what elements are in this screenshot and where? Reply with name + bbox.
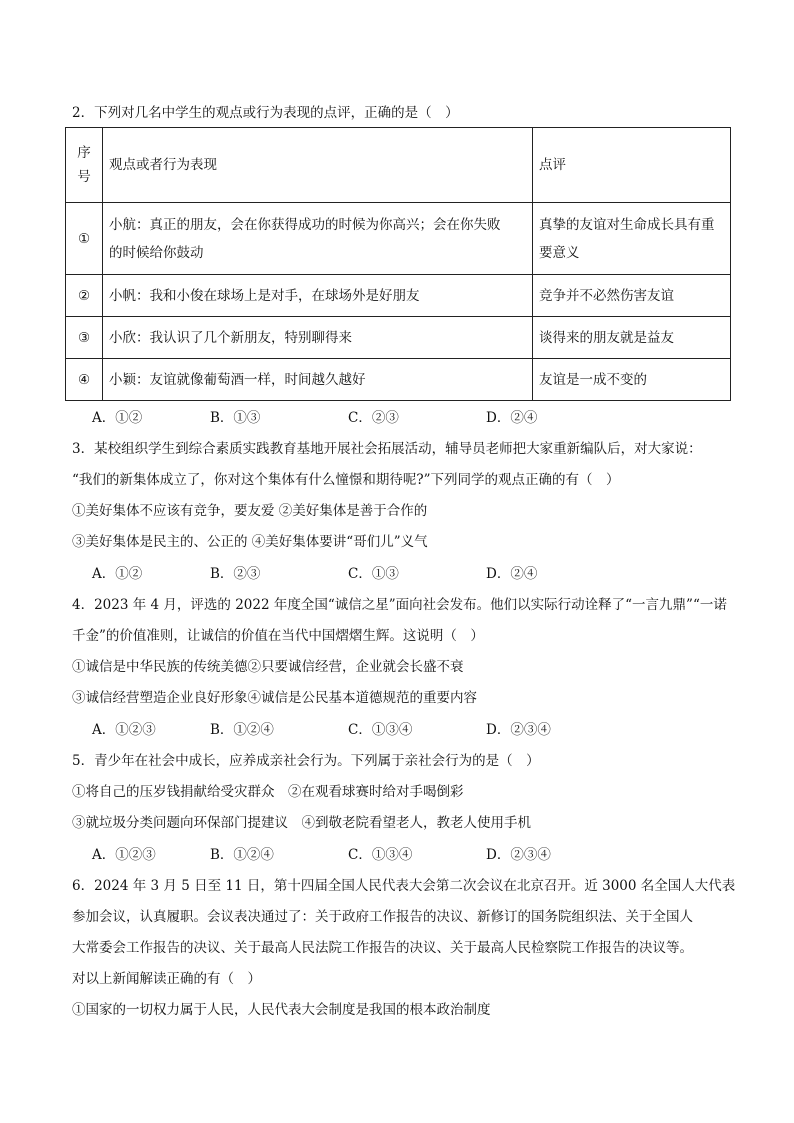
- option-b[interactable]: B．①②④: [210, 847, 274, 863]
- header-comment: 点评: [533, 128, 731, 203]
- option-c[interactable]: C．②③: [348, 410, 399, 426]
- q3-stem-line1: 3．某校组织学生到综合素质实践教育基地开展社会拓展活动，辅导员老师把大家重新编队后，对大家说：: [72, 441, 702, 457]
- row-num: ②: [66, 275, 103, 317]
- option-d[interactable]: D．②④: [486, 566, 538, 582]
- header-num-line2: 号: [77, 169, 91, 185]
- q4-items-line2: ③诚信经营塑造企业良好形象④诚信是公民基本道德规范的重要内容: [72, 690, 477, 706]
- table-row: [66, 275, 731, 317]
- row-comment-line2: 要意义: [539, 244, 580, 261]
- row-view: [103, 203, 533, 275]
- q3-items-line2: ③美好集体是民主的、公正的 ④美好集体要讲“哥们儿”义气: [72, 534, 428, 550]
- q4-stem-line1: 4．2023 年 4 月，评选的 2022 年度全国“诚信之星”面向社会发布。他们以实际行动诠释了“一言九鼎”“一诺: [72, 597, 727, 613]
- table-header-row: [66, 128, 731, 203]
- option-c[interactable]: C．①③: [348, 566, 399, 582]
- q4-items-line1: ①诚信是中华民族的传统美德②只要诚信经营，企业就会长盛不衰: [72, 659, 464, 675]
- header-view: 观点或者行为表现: [103, 128, 533, 203]
- q4-stem-line2: 千金”的价值准则，让诚信的价值在当代中国熠熠生辉。这说明（ ）: [72, 628, 484, 644]
- option-c[interactable]: C．①③④: [348, 847, 413, 863]
- table-row: [66, 203, 731, 275]
- row-view: 小帆：我和小俊在球场上是对手，在球场外是好朋友: [103, 275, 533, 317]
- option-a[interactable]: A．①②③: [92, 847, 156, 863]
- q6-stem-line4: 对以上新闻解读正确的有（ ）: [72, 971, 261, 987]
- q5-items-line2: ③就垃圾分类问题向环保部门提建议 ④到敬老院看望老人，教老人使用手机: [72, 815, 531, 831]
- q2-table: [65, 127, 731, 401]
- header-num: [66, 128, 103, 203]
- row-num: ④: [66, 359, 103, 401]
- option-a[interactable]: A．①②: [92, 566, 143, 582]
- row-comment: 友谊是一成不变的: [533, 359, 731, 401]
- option-b[interactable]: B．①②④: [210, 722, 274, 738]
- option-d[interactable]: D．②④: [486, 410, 538, 426]
- q6-stem-line3: 大常委会工作报告的决议、关于最高人民法院工作报告的决议、关于最高人民检察院工作报告的决议等。: [72, 940, 693, 956]
- option-a[interactable]: A．①②③: [92, 722, 156, 738]
- q6-stem-line2: 参加会议，认真履职。会议表决通过了：关于政府工作报告的决议、新修订的国务院组织法、关于全国人: [72, 909, 693, 925]
- table-row: [66, 359, 731, 401]
- q6-stem-line1: 6．2024 年 3 月 5 日至 11 日，第十四届全国人民代表大会第二次会议在北京召开。近 3000 名全国人大代表: [72, 878, 736, 894]
- row-comment: 谈得来的朋友就是益友: [533, 317, 731, 359]
- row-view-line2: 的时候给你鼓动: [109, 244, 204, 261]
- option-b[interactable]: B．②③: [210, 566, 261, 582]
- option-b[interactable]: B．①③: [210, 410, 261, 426]
- row-comment-line1: 真挚的友谊对生命成长具有重: [539, 216, 715, 233]
- q5-items-line1: ①将自己的压岁钱捐献给受灾群众 ②在观看球赛时给对手喝倒彩: [72, 784, 464, 800]
- row-comment: [533, 203, 731, 275]
- q5-stem: 5．青少年在社会中成长，应养成亲社会行为。下列属于亲社会行为的是（ ）: [72, 753, 540, 769]
- q6-item1: ①国家的一切权力属于人民，人民代表大会制度是我国的根本政治制度: [72, 1002, 491, 1018]
- row-view-line1: 小航：真正的朋友，会在你获得成功的时候为你高兴；会在你失败: [109, 216, 501, 233]
- option-a[interactable]: A．①②: [92, 410, 143, 426]
- row-num: ①: [66, 203, 103, 275]
- row-view: 小欣：我认识了几个新朋友，特别聊得来: [103, 317, 533, 359]
- row-num: ③: [66, 317, 103, 359]
- row-view: 小颖：友谊就像葡萄酒一样，时间越久越好: [103, 359, 533, 401]
- q2-stem: 2．下列对几名中学生的观点或行为表现的点评，正确的是（ ）: [72, 105, 459, 121]
- option-d[interactable]: D．②③④: [486, 847, 551, 863]
- q3-items-line1: ①美好集体不应该有竞争，要友爱 ②美好集体是善于合作的: [72, 503, 428, 519]
- q3-stem-line2: “我们的新集体成立了，你对这个集体有什么憧憬和期待呢?”下列同学的观点正确的有（ ）: [72, 472, 620, 488]
- table-row: [66, 317, 731, 359]
- header-num-line1: 序: [77, 145, 91, 161]
- option-d[interactable]: D．②③④: [486, 722, 551, 738]
- row-comment: 竞争并不必然伤害友谊: [533, 275, 731, 317]
- option-c[interactable]: C．①③④: [348, 722, 413, 738]
